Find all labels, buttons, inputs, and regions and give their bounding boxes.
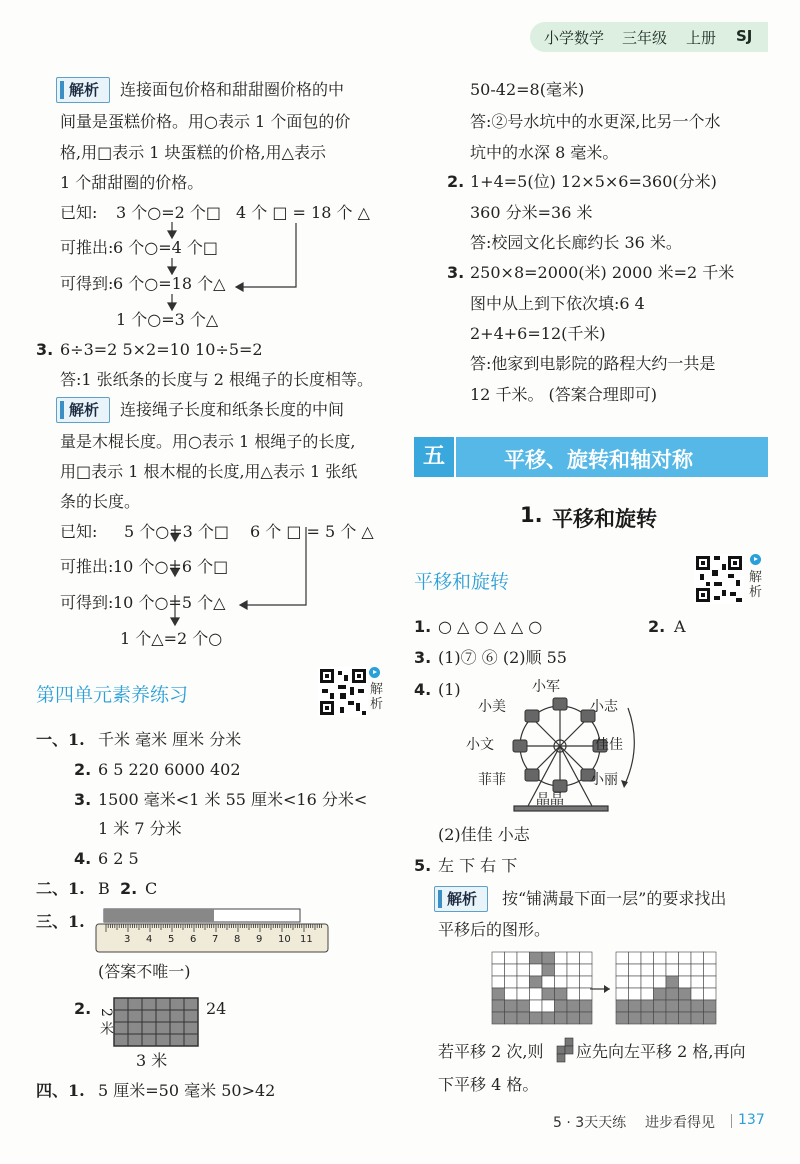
r-line: 坑中的水深 8 毫米。: [470, 143, 619, 162]
s2-ans: C: [145, 879, 158, 898]
grid-cell: [616, 1012, 629, 1024]
jiexi3-line: 下平移 4 格。: [438, 1075, 539, 1094]
qr-code-icon[interactable]: [694, 554, 744, 604]
footer-divider: [731, 1114, 732, 1128]
r-line: 答:②号水坑中的水更深,比另一个水: [470, 112, 721, 131]
ruler-label: 9: [256, 934, 263, 945]
qr-code-icon[interactable]: [318, 667, 368, 717]
jiexi2-line: 用□表示 1 根木棍的长度,用△表示 1 张纸: [60, 462, 358, 481]
grid-cell: [505, 976, 518, 988]
grid-cell: [505, 988, 518, 1000]
grid-cell: [517, 964, 530, 976]
grid-cell: [555, 964, 568, 976]
s1-num: 4.: [74, 849, 92, 868]
r-line: 50-42=8(毫米): [470, 80, 585, 99]
grid-cell: [517, 952, 530, 964]
known-label: 已知:: [60, 203, 98, 222]
grid-cell: [505, 952, 518, 964]
grid-cell: [629, 1012, 642, 1024]
a2-num: 2.: [648, 617, 666, 636]
infer-label: 可推出:: [60, 557, 114, 576]
grid-cell: [704, 964, 717, 976]
p2-num: 2.: [447, 172, 465, 191]
a4-part2: (2)佳佳 小志: [438, 825, 530, 844]
grid-cell: [567, 1000, 580, 1012]
chapter-number: 五: [422, 444, 445, 469]
chapter-number-box: [414, 437, 454, 477]
qr-label[interactable]: 解析: [749, 570, 763, 600]
known-2: 4 个 □ = 18 个 △: [236, 203, 370, 222]
grid-cell: [704, 952, 717, 964]
grid-cell: [691, 988, 704, 1000]
grid-cell: [666, 1000, 679, 1012]
grid-cell: [580, 1000, 593, 1012]
grid-cell: [555, 1012, 568, 1024]
jiexi-tag-1: 解析: [56, 77, 110, 103]
grid-cell: [492, 1000, 505, 1012]
jiexi-tag-2: 解析: [56, 397, 110, 423]
area-side-v: 2 米: [98, 1008, 114, 1036]
grid-cell: [555, 952, 568, 964]
footer-slogan: 进步看得见: [645, 1115, 715, 1131]
grid-cell: [691, 964, 704, 976]
grid-cell: [679, 964, 692, 976]
grid-cell: [492, 1012, 505, 1024]
a3-num: 3.: [414, 648, 432, 667]
ferris-bl: 菲菲: [478, 772, 506, 788]
s1-line: 6 5 220 6000 402: [98, 760, 241, 779]
grid-cell: [555, 976, 568, 988]
footer-brand: 5 · 3天天练: [553, 1115, 627, 1131]
header-volume: 上册: [686, 29, 717, 47]
jiexi1-line: 间量是蛋糕价格。用○表示 1 个面包的价: [60, 112, 351, 131]
grid-cell: [492, 976, 505, 988]
grid-cell: [641, 964, 654, 976]
grid-cell: [542, 1000, 555, 1012]
grid-cell: [629, 952, 642, 964]
unit4-title: 第四单元素养练习: [36, 684, 189, 706]
s3-note: (答案不唯一): [98, 962, 191, 981]
ruler-label: 8: [234, 934, 241, 945]
grid-cell: [666, 952, 679, 964]
ruler-label: 5: [168, 934, 175, 945]
grid-cell: [530, 976, 543, 988]
known-1: 5 个○=3 个□: [124, 522, 230, 541]
jiexi3-line: 平移后的图形。: [438, 920, 551, 939]
grid-cell: [629, 976, 642, 988]
ruler-label: 7: [212, 934, 219, 945]
play-icon[interactable]: [369, 667, 380, 678]
ferris-ml: 小文: [466, 737, 494, 753]
s1-line: 千米 毫米 厘米 分米: [98, 730, 242, 749]
grid-cell: [654, 1012, 667, 1024]
ruler-figure: [96, 906, 328, 956]
p3-line: 图中从上到下依次填:6 4: [470, 294, 645, 313]
known-2: 6 个 □ = 5 个 △: [250, 522, 374, 541]
p3-line: 答:他家到电影院的路程大约一共是: [470, 354, 716, 373]
jiexi1-line: 格,用□表示 1 块蛋糕的价格,用△表示: [60, 143, 326, 162]
area-grid: [114, 998, 198, 1048]
grid-cell: [530, 988, 543, 1000]
grid-cell: [679, 1000, 692, 1012]
s2-ans: B: [98, 879, 110, 898]
header-edition: SJ: [736, 27, 753, 45]
grid-cell: [530, 964, 543, 976]
grid-cell: [492, 952, 505, 964]
s1-line: 6 2 5: [98, 849, 139, 868]
grid-cell: [641, 1012, 654, 1024]
s4-head: 四、1.: [36, 1081, 85, 1100]
area-value: 24: [206, 999, 227, 1018]
ruler-label: 11: [300, 934, 313, 945]
grid-cell: [542, 964, 555, 976]
s1-num: 3.: [74, 790, 92, 809]
s2-head: 二、1.: [36, 879, 85, 898]
grid-cell: [517, 988, 530, 1000]
infer-1: 6 个○=4 个□: [113, 238, 219, 257]
jiexi3-line: 若平移 2 次,则: [438, 1042, 544, 1061]
grid-cell: [555, 1000, 568, 1012]
grid-cell: [505, 1000, 518, 1012]
known-1: 3 个○=2 个□: [116, 203, 222, 222]
s1-line: 1500 毫米<1 米 55 厘米<16 分米<: [98, 790, 368, 809]
grid-cell: [580, 964, 593, 976]
grid-cell: [654, 1000, 667, 1012]
grid-cell: [567, 952, 580, 964]
jiexi3-line: 应先向左平移 2 格,再向: [576, 1042, 746, 1061]
jiexi-tag-3: 解析: [434, 886, 488, 912]
chapter-banner: [456, 437, 768, 477]
grid-cell: [616, 988, 629, 1000]
grid-cell: [679, 952, 692, 964]
infer-1: 10 个○=6 个□: [113, 557, 229, 576]
ruler-label: 10: [278, 934, 291, 945]
grid-cell: [654, 952, 667, 964]
grid-cell: [580, 1012, 593, 1024]
jiexi1-line: 连接面包价格和甜甜圈价格的中: [120, 80, 345, 99]
grid-cell: [641, 1000, 654, 1012]
grid-cell: [691, 976, 704, 988]
p2-line: 答:校园文化长廊约长 36 米。: [470, 233, 682, 252]
a1-shapes: ○ △ ○ △ △ ○: [438, 617, 543, 636]
grid-cell: [654, 988, 667, 1000]
grid-cell: [629, 1000, 642, 1012]
grid-cell: [530, 1012, 543, 1024]
grid-cell: [517, 1000, 530, 1012]
a3-answer: (1)⑦ ⑥ (2)顺 55: [438, 648, 567, 667]
s4-line: 5 厘米=50 毫米 50>42: [98, 1081, 276, 1100]
grid-cell: [530, 1000, 543, 1012]
ruler-label: 3: [124, 934, 131, 945]
grid-cell: [629, 964, 642, 976]
ferris-tr: 小志: [590, 699, 618, 715]
grid-cell: [616, 976, 629, 988]
grid-cell: [492, 964, 505, 976]
ferris-br: 小丽: [590, 772, 618, 788]
s3-num: 2.: [74, 999, 92, 1018]
grid-cell: [704, 976, 717, 988]
grid-cell: [666, 988, 679, 1000]
grid-cell: [567, 1012, 580, 1024]
p3-line: 12 千米。 (答案合理即可): [470, 385, 658, 404]
grid-cell: [666, 964, 679, 976]
grid-cell: [567, 964, 580, 976]
grid-cell: [679, 1012, 692, 1024]
header-subject: 小学数学: [544, 29, 605, 47]
grid-cell: [567, 988, 580, 1000]
get-label: 可得到:: [60, 593, 114, 612]
footer-page: 137: [738, 1112, 765, 1128]
grid-cell: [666, 1012, 679, 1024]
a5-answer: 左 下 右 下: [438, 856, 518, 875]
a2-answer: A: [674, 617, 686, 636]
jiexi2-line: 条的长度。: [60, 492, 141, 511]
s2-num: 2.: [120, 879, 138, 898]
a4-part1: (1): [438, 680, 461, 699]
grid-cell: [542, 988, 555, 1000]
infer-label: 可推出:: [60, 238, 114, 257]
qr-label[interactable]: 解析: [370, 682, 384, 712]
get-1: 10 个○=5 个△: [113, 593, 226, 612]
grid-cell: [580, 988, 593, 1000]
grid-cell: [679, 976, 692, 988]
p3-num: 3.: [447, 263, 465, 282]
s1-num: 2.: [74, 760, 92, 779]
a4-num: 4.: [414, 680, 432, 699]
final-2: 1 个△=2 个○: [120, 629, 223, 648]
known-label: 已知:: [60, 522, 98, 541]
grid-cell: [704, 1000, 717, 1012]
tetromino-icon: [556, 1038, 574, 1062]
header-grade: 三年级: [622, 29, 668, 47]
chapter-title: 平移、旋转和轴对称: [504, 448, 693, 472]
grid-cell: [691, 952, 704, 964]
final-1: 1 个○=3 个△: [116, 310, 219, 329]
grid-cell: [580, 952, 593, 964]
grid-cell: [616, 952, 629, 964]
area-side-h: 3 米: [136, 1051, 168, 1070]
grid-cell: [542, 976, 555, 988]
sub-title: 平移和旋转: [414, 571, 510, 593]
grid-cell: [704, 1012, 717, 1024]
grid-cell: [492, 988, 505, 1000]
p2-line: 360 分米=36 米: [470, 203, 593, 222]
ferris-mr: 佳佳: [595, 737, 623, 753]
grid-cell: [654, 964, 667, 976]
lesson-title: 平移和旋转: [552, 507, 657, 531]
s3-head: 三、1.: [36, 912, 85, 931]
grid-cell: [666, 976, 679, 988]
grid-cell: [654, 976, 667, 988]
q3-answer: 答:1 张纸条的长度与 2 根绳子的长度相等。: [60, 370, 374, 389]
p3-line: 2+4+6=12(千米): [470, 324, 606, 343]
jiexi3-line: 按“铺满最下面一层”的要求找出: [502, 889, 727, 908]
grid-cell: [641, 988, 654, 1000]
ferris-top: 小军: [532, 679, 560, 695]
get-1: 6 个○=18 个△: [113, 274, 226, 293]
grid-cell: [505, 1012, 518, 1024]
s1-head: 一、1.: [36, 730, 85, 749]
jiexi2-line: 量是木棍长度。用○表示 1 根绳子的长度,: [60, 432, 356, 451]
play-icon[interactable]: [750, 554, 761, 565]
jiexi2-line: 连接绳子长度和纸条长度的中间: [120, 400, 345, 419]
jiexi1-line: 1 个甜甜圈的价格。: [60, 173, 204, 192]
grid-cell: [641, 952, 654, 964]
p2-line: 1+4=5(位) 12×5×6=360(分米): [470, 172, 717, 191]
grid-cell: [616, 964, 629, 976]
p3-line: 250×8=2000(米) 2000 米=2 千米: [470, 263, 735, 282]
grid-cell: [517, 1012, 530, 1024]
grid-cell: [517, 976, 530, 988]
grid-cell: [542, 952, 555, 964]
grid-cell: [616, 1000, 629, 1012]
ruler-label: 6: [190, 934, 197, 945]
q3-number: 3.: [36, 340, 54, 359]
grid-cell: [580, 976, 593, 988]
get-label: 可得到:: [60, 274, 114, 293]
s1-line: 1 米 7 分米: [98, 819, 182, 838]
grid-cell: [555, 988, 568, 1000]
lesson-number: 1.: [520, 503, 543, 527]
grid-cell: [641, 976, 654, 988]
a5-num: 5.: [414, 856, 432, 875]
ferris-tl: 小美: [478, 699, 506, 715]
grid-cell: [530, 952, 543, 964]
grid-cell: [691, 1000, 704, 1012]
q3-text: 6÷3=2 5×2=10 10÷5=2: [60, 340, 263, 359]
ruler-label: 4: [146, 934, 153, 945]
ferris-base: 晶晶: [536, 792, 564, 808]
translation-grids: [492, 952, 752, 1028]
grid-cell: [691, 1012, 704, 1024]
grid-cell: [629, 988, 642, 1000]
grid-cell: [679, 988, 692, 1000]
grid-cell: [505, 964, 518, 976]
grid-cell: [542, 1012, 555, 1024]
grid-cell: [567, 976, 580, 988]
a1-num: 1.: [414, 617, 432, 636]
grid-cell: [704, 988, 717, 1000]
